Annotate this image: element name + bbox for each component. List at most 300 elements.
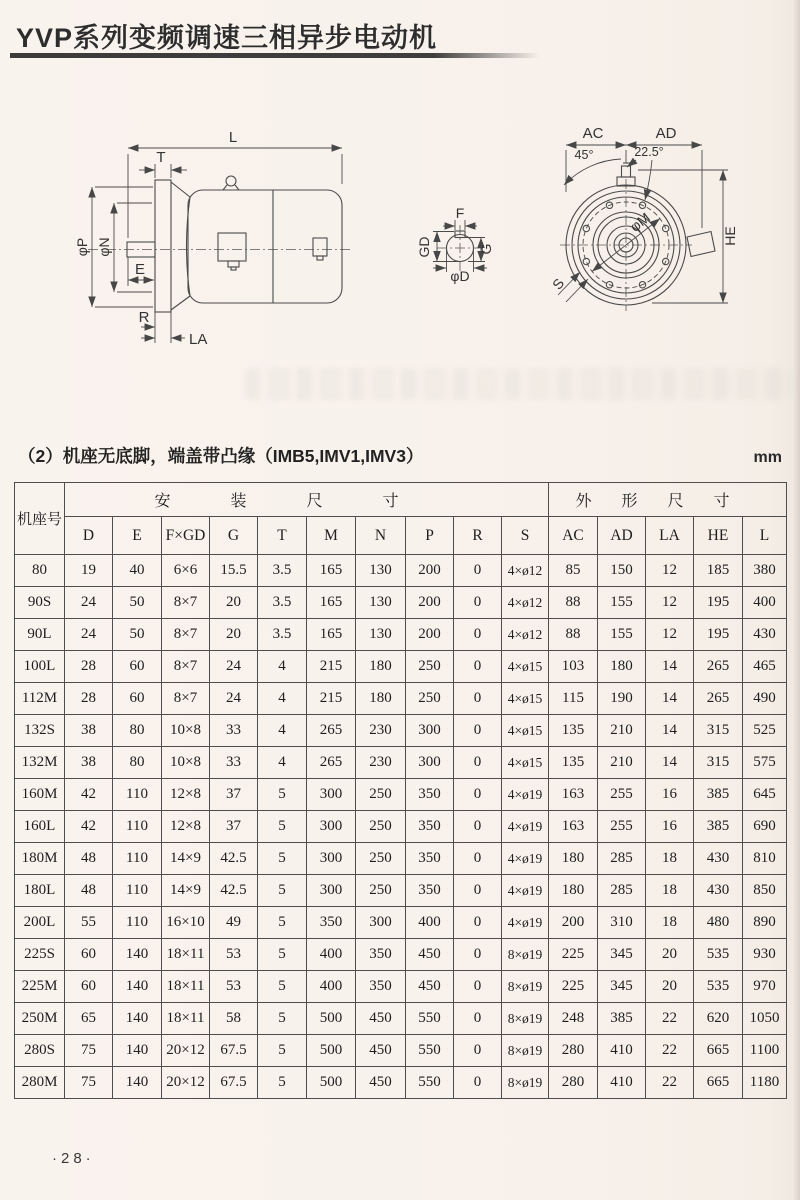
dimension-cell: 163 bbox=[549, 779, 598, 811]
table-row bbox=[15, 939, 787, 971]
dimension-cell: 20 bbox=[210, 619, 258, 651]
table-row bbox=[15, 587, 787, 619]
dimension-cell: 230 bbox=[356, 747, 406, 779]
show-through-artifact bbox=[245, 368, 790, 400]
dimension-cell: 4×ø19 bbox=[502, 875, 549, 907]
dimension-table bbox=[14, 482, 787, 1099]
table-row bbox=[15, 747, 787, 779]
dimension-cell: 18×11 bbox=[162, 971, 210, 1003]
dimension-cell: 8×7 bbox=[162, 651, 210, 683]
dimension-cell: 350 bbox=[356, 939, 406, 971]
dimension-cell: 195 bbox=[694, 587, 743, 619]
dimension-cell: 24 bbox=[65, 619, 113, 651]
dimension-cell: 38 bbox=[65, 747, 113, 779]
dimension-cell: 285 bbox=[598, 843, 646, 875]
dimension-cell: 315 bbox=[694, 747, 743, 779]
dimension-cell: 250 bbox=[356, 779, 406, 811]
dimension-cell: 18 bbox=[646, 843, 694, 875]
dimension-cell: 300 bbox=[307, 779, 356, 811]
dim-label-45: 45° bbox=[574, 148, 594, 162]
table-row bbox=[15, 875, 787, 907]
dimension-cell: 4×ø15 bbox=[502, 683, 549, 715]
dimension-cell: 50 bbox=[113, 619, 162, 651]
dimension-cell: 185 bbox=[694, 555, 743, 587]
dim-label-LA: LA bbox=[189, 331, 208, 348]
dimension-cell: 140 bbox=[113, 1003, 162, 1035]
dim-label-L: L bbox=[228, 129, 238, 146]
dimension-cell: 430 bbox=[694, 875, 743, 907]
front-view-drawing bbox=[549, 125, 738, 311]
dimension-cell: 12 bbox=[646, 555, 694, 587]
column-header: G bbox=[210, 517, 258, 555]
dimension-cell: 345 bbox=[598, 939, 646, 971]
dimension-cell: 55 bbox=[65, 907, 113, 939]
dimension-cell: 20×12 bbox=[162, 1035, 210, 1067]
dimension-cell: 20 bbox=[646, 971, 694, 1003]
table-row bbox=[15, 1067, 787, 1099]
column-header: F×GD bbox=[162, 517, 210, 555]
dimension-cell: 12×8 bbox=[162, 811, 210, 843]
dimension-cell: 15.5 bbox=[210, 555, 258, 587]
dimension-cell: 0 bbox=[454, 747, 502, 779]
frame-size-cell: 250M bbox=[15, 1003, 65, 1035]
dimension-cell: 22 bbox=[646, 1035, 694, 1067]
dimension-cell: 690 bbox=[743, 811, 787, 843]
dimension-cell: 37 bbox=[210, 779, 258, 811]
unit-label: mm bbox=[753, 449, 782, 466]
section-row bbox=[18, 443, 782, 468]
frame-size-cell: 90S bbox=[15, 587, 65, 619]
dimension-cell: 110 bbox=[113, 875, 162, 907]
dim-label-AD: AD bbox=[655, 125, 677, 142]
table-row bbox=[15, 715, 787, 747]
shaft-section-drawing bbox=[416, 205, 494, 284]
frame-size-cell: 112M bbox=[15, 683, 65, 715]
section-heading: （2）机座无底脚，端盖带凸缘（IMB5,IMV1,IMV3） bbox=[18, 446, 424, 466]
dimension-cell: 14 bbox=[646, 715, 694, 747]
dim-label-T: T bbox=[156, 149, 166, 166]
dimension-cell: 42.5 bbox=[210, 843, 258, 875]
dimension-cell: 28 bbox=[65, 683, 113, 715]
dimension-cell: 0 bbox=[454, 907, 502, 939]
dimension-cell: 40 bbox=[113, 555, 162, 587]
dimension-cell: 0 bbox=[454, 1035, 502, 1067]
column-header: R bbox=[454, 517, 502, 555]
dimension-cell: 110 bbox=[113, 907, 162, 939]
dimension-cell: 350 bbox=[356, 971, 406, 1003]
column-header: D bbox=[65, 517, 113, 555]
page-number: ·28· bbox=[52, 1150, 95, 1167]
dimension-cell: 5 bbox=[258, 939, 307, 971]
column-header: N bbox=[356, 517, 406, 555]
dimension-cell: 350 bbox=[406, 843, 454, 875]
frame-size-cell: 160M bbox=[15, 779, 65, 811]
dimension-cell: 265 bbox=[307, 747, 356, 779]
dimension-cell: 8×7 bbox=[162, 683, 210, 715]
dimension-cell: 200 bbox=[406, 587, 454, 619]
dimension-cell: 430 bbox=[694, 843, 743, 875]
dimension-cell: 535 bbox=[694, 939, 743, 971]
column-header: L bbox=[743, 517, 787, 555]
column-header: AD bbox=[598, 517, 646, 555]
frame-size-cell: 132M bbox=[15, 747, 65, 779]
title-rule bbox=[10, 53, 540, 58]
dimension-cell: 4 bbox=[258, 651, 307, 683]
table-row bbox=[15, 907, 787, 939]
dim-label-HE: HE bbox=[722, 226, 738, 246]
dimension-cell: 24 bbox=[210, 683, 258, 715]
dimension-cell: 315 bbox=[694, 715, 743, 747]
dimension-cell: 0 bbox=[454, 715, 502, 747]
dimension-cell: 20 bbox=[210, 587, 258, 619]
dimension-cell: 24 bbox=[65, 587, 113, 619]
dimension-cell: 620 bbox=[694, 1003, 743, 1035]
dimension-cell: 110 bbox=[113, 843, 162, 875]
dimension-cell: 80 bbox=[113, 747, 162, 779]
dimension-cell: 67.5 bbox=[210, 1067, 258, 1099]
column-header: T bbox=[258, 517, 307, 555]
dimension-cell: 450 bbox=[406, 939, 454, 971]
dimension-cell: 450 bbox=[356, 1035, 406, 1067]
dimension-cell: 665 bbox=[694, 1035, 743, 1067]
dimension-cell: 280 bbox=[549, 1067, 598, 1099]
dimension-cell: 4×ø15 bbox=[502, 651, 549, 683]
column-header: LA bbox=[646, 517, 694, 555]
dimension-cell: 110 bbox=[113, 811, 162, 843]
dimension-cell: 4×ø15 bbox=[502, 747, 549, 779]
column-header: P bbox=[406, 517, 454, 555]
frame-size-cell: 132S bbox=[15, 715, 65, 747]
dimension-cell: 490 bbox=[743, 683, 787, 715]
table-row bbox=[15, 651, 787, 683]
dimension-cell: 850 bbox=[743, 875, 787, 907]
dimension-cell: 14×9 bbox=[162, 843, 210, 875]
dimension-cell: 350 bbox=[406, 811, 454, 843]
dimension-cell: 5 bbox=[258, 1035, 307, 1067]
dimension-cell: 300 bbox=[307, 875, 356, 907]
dimension-cell: 180 bbox=[356, 651, 406, 683]
dimension-cell: 4 bbox=[258, 683, 307, 715]
dimension-cell: 140 bbox=[113, 1035, 162, 1067]
dimension-cell: 265 bbox=[694, 683, 743, 715]
dimension-cell: 6×6 bbox=[162, 555, 210, 587]
page-title: YVP系列变频调速三相异步电动机 bbox=[16, 23, 438, 53]
dim-label-phi-m: φM bbox=[626, 209, 654, 235]
dimension-cell: 400 bbox=[743, 587, 787, 619]
dimension-cell: 300 bbox=[307, 843, 356, 875]
dimension-cell: 500 bbox=[307, 1003, 356, 1035]
dimension-cell: 8×ø19 bbox=[502, 1035, 549, 1067]
dimension-cell: 75 bbox=[65, 1035, 113, 1067]
dimension-cell: 5 bbox=[258, 779, 307, 811]
dim-label-phi-d: φD bbox=[450, 268, 470, 284]
dimension-cell: 5 bbox=[258, 971, 307, 1003]
dimension-cell: 250 bbox=[406, 683, 454, 715]
frame-size-cell: 280S bbox=[15, 1035, 65, 1067]
dimension-cell: 0 bbox=[454, 811, 502, 843]
dimension-cell: 0 bbox=[454, 1003, 502, 1035]
dimension-cell: 385 bbox=[598, 1003, 646, 1035]
dimension-cell: 970 bbox=[743, 971, 787, 1003]
dimension-cell: 0 bbox=[454, 939, 502, 971]
dimension-cell: 200 bbox=[549, 907, 598, 939]
dimension-cell: 1180 bbox=[743, 1067, 787, 1099]
dimension-cell: 42.5 bbox=[210, 875, 258, 907]
dimension-cell: 53 bbox=[210, 939, 258, 971]
dimension-cell: 300 bbox=[307, 811, 356, 843]
dimension-cell: 38 bbox=[65, 715, 113, 747]
dimension-cell: 645 bbox=[743, 779, 787, 811]
dimension-cell: 665 bbox=[694, 1067, 743, 1099]
dimension-cell: 385 bbox=[694, 811, 743, 843]
dimension-cell: 8×ø19 bbox=[502, 1003, 549, 1035]
table-row bbox=[15, 811, 787, 843]
dimension-cell: 4×ø19 bbox=[502, 811, 549, 843]
dimension-cell: 103 bbox=[549, 651, 598, 683]
dimension-cell: 88 bbox=[549, 619, 598, 651]
dimension-cell: 810 bbox=[743, 843, 787, 875]
dimension-cell: 345 bbox=[598, 971, 646, 1003]
dimension-cell: 5 bbox=[258, 875, 307, 907]
dimension-cell: 4×ø15 bbox=[502, 715, 549, 747]
dimension-cell: 0 bbox=[454, 843, 502, 875]
dimension-cell: 4×ø19 bbox=[502, 907, 549, 939]
dimension-cell: 16×10 bbox=[162, 907, 210, 939]
dimension-cell: 575 bbox=[743, 747, 787, 779]
dimension-cell: 0 bbox=[454, 971, 502, 1003]
dimension-cell: 3.5 bbox=[258, 555, 307, 587]
dimension-cell: 180 bbox=[598, 651, 646, 683]
dimension-cell: 8×7 bbox=[162, 587, 210, 619]
dimension-cell: 14×9 bbox=[162, 875, 210, 907]
side-view-drawing bbox=[74, 129, 352, 348]
dimension-cell: 18 bbox=[646, 907, 694, 939]
dimension-cell: 8×ø19 bbox=[502, 971, 549, 1003]
dimension-cell: 60 bbox=[65, 939, 113, 971]
dim-label-GD: GD bbox=[416, 236, 432, 258]
dimension-cell: 535 bbox=[694, 971, 743, 1003]
dimension-cell: 110 bbox=[113, 779, 162, 811]
dimension-cell: 14 bbox=[646, 683, 694, 715]
frame-size-cell: 225M bbox=[15, 971, 65, 1003]
dimension-cell: 210 bbox=[598, 747, 646, 779]
dimension-cell: 0 bbox=[454, 555, 502, 587]
dimension-cell: 163 bbox=[549, 811, 598, 843]
dimension-cell: 65 bbox=[65, 1003, 113, 1035]
dimension-cell: 480 bbox=[694, 907, 743, 939]
dimension-cell: 930 bbox=[743, 939, 787, 971]
dimension-cell: 215 bbox=[307, 651, 356, 683]
dimension-cell: 265 bbox=[694, 651, 743, 683]
dimension-cell: 4×ø19 bbox=[502, 843, 549, 875]
dimension-cell: 88 bbox=[549, 587, 598, 619]
dimension-cell: 85 bbox=[549, 555, 598, 587]
dim-label-E: E bbox=[134, 261, 146, 278]
dimension-cell: 14 bbox=[646, 747, 694, 779]
dimension-cell: 19 bbox=[65, 555, 113, 587]
column-header: M bbox=[307, 517, 356, 555]
dimension-cell: 310 bbox=[598, 907, 646, 939]
dimension-cell: 0 bbox=[454, 875, 502, 907]
dimension-cell: 350 bbox=[307, 907, 356, 939]
dimension-cell: 250 bbox=[406, 651, 454, 683]
dim-label-22-5: 22.5° bbox=[634, 145, 664, 159]
dimension-cell: 230 bbox=[356, 715, 406, 747]
table-group-header-row bbox=[15, 483, 787, 517]
dimension-cell: 12×8 bbox=[162, 779, 210, 811]
dimension-cell: 350 bbox=[406, 875, 454, 907]
frame-size-cell: 280M bbox=[15, 1067, 65, 1099]
dimension-cell: 135 bbox=[549, 747, 598, 779]
frame-size-cell: 160L bbox=[15, 811, 65, 843]
dimension-cell: 155 bbox=[598, 619, 646, 651]
dimension-cell: 5 bbox=[258, 811, 307, 843]
dimension-cell: 28 bbox=[65, 651, 113, 683]
table-row bbox=[15, 971, 787, 1003]
dimension-cell: 42 bbox=[65, 811, 113, 843]
frame-size-cell: 225S bbox=[15, 939, 65, 971]
dimension-cell: 210 bbox=[598, 715, 646, 747]
dimension-cell: 150 bbox=[598, 555, 646, 587]
dimension-cell: 300 bbox=[406, 747, 454, 779]
dimension-cell: 550 bbox=[406, 1035, 454, 1067]
dimension-cell: 215 bbox=[307, 683, 356, 715]
dimension-cell: 0 bbox=[454, 1067, 502, 1099]
column-header: AC bbox=[549, 517, 598, 555]
dimension-cell: 22 bbox=[646, 1003, 694, 1035]
dimension-cell: 410 bbox=[598, 1035, 646, 1067]
dimension-cell: 0 bbox=[454, 587, 502, 619]
frame-size-cell: 200L bbox=[15, 907, 65, 939]
dimension-cell: 33 bbox=[210, 747, 258, 779]
dimension-cell: 265 bbox=[307, 715, 356, 747]
column-header-frame-size: 机座号 bbox=[15, 483, 65, 555]
dimension-cell: 12 bbox=[646, 619, 694, 651]
dimension-cell: 3.5 bbox=[258, 619, 307, 651]
dimension-cell: 80 bbox=[113, 715, 162, 747]
dimension-cell: 0 bbox=[454, 651, 502, 683]
dimension-cell: 0 bbox=[454, 779, 502, 811]
table-row bbox=[15, 1035, 787, 1067]
dim-label-R: R bbox=[138, 309, 150, 326]
group-header-outline-dimensions: 外形尺寸 bbox=[549, 483, 787, 517]
dimension-cell: 195 bbox=[694, 619, 743, 651]
dimension-cell: 410 bbox=[598, 1067, 646, 1099]
scan-edge-shadow bbox=[793, 0, 800, 1200]
dimension-cell: 500 bbox=[307, 1035, 356, 1067]
dimension-cell: 60 bbox=[113, 683, 162, 715]
dimension-cell: 200 bbox=[406, 619, 454, 651]
dimension-cell: 4 bbox=[258, 715, 307, 747]
frame-size-cell: 180M bbox=[15, 843, 65, 875]
dimension-cell: 22 bbox=[646, 1067, 694, 1099]
dim-label-phi-p: φP bbox=[74, 237, 90, 257]
dimension-cell: 130 bbox=[356, 555, 406, 587]
dimension-cell: 20×12 bbox=[162, 1067, 210, 1099]
table-row bbox=[15, 1003, 787, 1035]
dimension-cell: 75 bbox=[65, 1067, 113, 1099]
dimension-cell: 8×ø19 bbox=[502, 939, 549, 971]
dimension-cell: 140 bbox=[113, 939, 162, 971]
dimension-cell: 500 bbox=[307, 1067, 356, 1099]
dimension-cell: 165 bbox=[307, 587, 356, 619]
dimension-cell: 300 bbox=[356, 907, 406, 939]
dimension-cell: 5 bbox=[258, 907, 307, 939]
dimension-cell: 350 bbox=[406, 779, 454, 811]
dimension-cell: 4×ø12 bbox=[502, 555, 549, 587]
dimension-cell: 250 bbox=[356, 811, 406, 843]
dimension-cell: 165 bbox=[307, 619, 356, 651]
dimension-cell: 465 bbox=[743, 651, 787, 683]
dim-label-AC: AC bbox=[582, 125, 604, 142]
dimension-cell: 180 bbox=[549, 875, 598, 907]
dimension-cell: 130 bbox=[356, 619, 406, 651]
dimension-cell: 5 bbox=[258, 843, 307, 875]
dimension-cell: 250 bbox=[356, 875, 406, 907]
dimension-cell: 180 bbox=[549, 843, 598, 875]
dimension-cell: 18×11 bbox=[162, 1003, 210, 1035]
dimension-cell: 1050 bbox=[743, 1003, 787, 1035]
dimension-cell: 4×ø19 bbox=[502, 779, 549, 811]
dimension-cell: 48 bbox=[65, 875, 113, 907]
dimension-cell: 300 bbox=[406, 715, 454, 747]
dimension-cell: 140 bbox=[113, 1067, 162, 1099]
dimension-cell: 16 bbox=[646, 779, 694, 811]
dimension-cell: 20 bbox=[646, 939, 694, 971]
dimension-cell: 60 bbox=[113, 651, 162, 683]
dimension-cell: 155 bbox=[598, 587, 646, 619]
dimension-cell: 67.5 bbox=[210, 1035, 258, 1067]
dimension-cell: 60 bbox=[65, 971, 113, 1003]
table-row bbox=[15, 619, 787, 651]
dimension-cell: 12 bbox=[646, 587, 694, 619]
dimension-cell: 4 bbox=[258, 747, 307, 779]
dimension-cell: 430 bbox=[743, 619, 787, 651]
dimension-cell: 3.5 bbox=[258, 587, 307, 619]
dimension-cell: 140 bbox=[113, 971, 162, 1003]
dim-label-F: F bbox=[455, 205, 465, 221]
dimension-cell: 14 bbox=[646, 651, 694, 683]
dim-label-G: G bbox=[478, 243, 494, 255]
dimension-cell: 225 bbox=[549, 971, 598, 1003]
dimension-cell: 1100 bbox=[743, 1035, 787, 1067]
dimension-cell: 550 bbox=[406, 1003, 454, 1035]
table-column-header-row bbox=[15, 517, 787, 555]
dimension-cell: 10×8 bbox=[162, 715, 210, 747]
column-header: E bbox=[113, 517, 162, 555]
dimension-cell: 450 bbox=[356, 1003, 406, 1035]
dimension-cell: 248 bbox=[549, 1003, 598, 1035]
dimension-cell: 115 bbox=[549, 683, 598, 715]
dimension-cell: 450 bbox=[406, 971, 454, 1003]
dimension-cell: 280 bbox=[549, 1035, 598, 1067]
frame-size-cell: 90L bbox=[15, 619, 65, 651]
dimension-cell: 385 bbox=[694, 779, 743, 811]
dimension-cell: 42 bbox=[65, 779, 113, 811]
dimension-cell: 58 bbox=[210, 1003, 258, 1035]
column-header: S bbox=[502, 517, 549, 555]
dimension-cell: 285 bbox=[598, 875, 646, 907]
dimension-cell: 255 bbox=[598, 779, 646, 811]
dimension-cell: 49 bbox=[210, 907, 258, 939]
dimension-cell: 190 bbox=[598, 683, 646, 715]
group-header-install-dimensions: 安装尺寸 bbox=[65, 483, 549, 517]
table-row bbox=[15, 779, 787, 811]
dimension-cell: 0 bbox=[454, 619, 502, 651]
dimension-cell: 53 bbox=[210, 971, 258, 1003]
dimension-cell: 48 bbox=[65, 843, 113, 875]
dimension-cell: 24 bbox=[210, 651, 258, 683]
